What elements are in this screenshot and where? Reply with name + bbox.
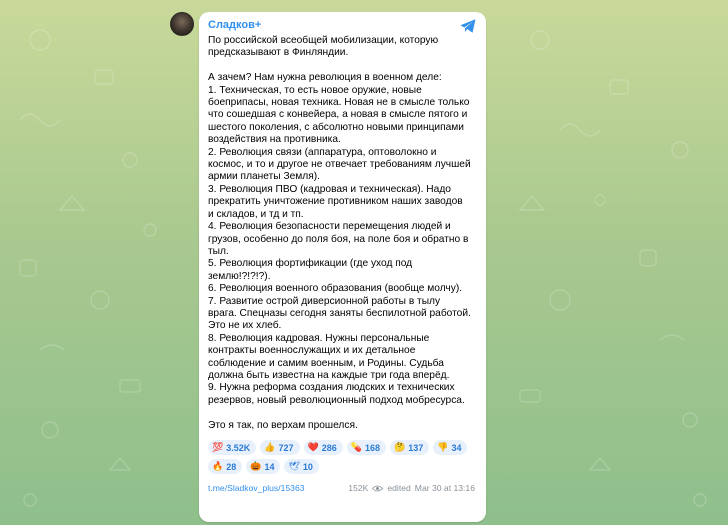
edited-label: edited <box>387 483 411 493</box>
message-footer <box>208 481 475 495</box>
reaction-pumpkin[interactable] <box>246 459 280 474</box>
channel-avatar[interactable] <box>170 12 194 36</box>
reaction-count: 28 <box>226 461 237 472</box>
reaction-fire[interactable] <box>208 459 242 474</box>
thumbs-up-icon: 👍 <box>264 442 276 452</box>
thinking-face-icon: 🤔 <box>394 442 406 452</box>
reaction-thumbs-up[interactable] <box>260 440 299 455</box>
hundred-points-icon: 💯 <box>212 442 224 452</box>
reaction-count: 168 <box>364 442 380 453</box>
reaction-count: 137 <box>408 442 424 453</box>
message-text: По российской всеобщей мобилизации, которую предсказывают в Финляндии. А зачем? Нам нужна революция в военном деле: 1. Техническая, то есть новое оружие, новые боеприпасы, новая техника. Новая не в смысле только что сошедшая с конвейера, а новая в смысле пятого и шестого поколения, с абсолютно новыми принципами воздействия на противника. 2. Революция связи (аппаратура, оптоволокно и космос, и то и другое не отвечает требованиям лучшей армии планеты Земля). 3. Революция ПВО (кадровая и техническая). Надо прекратить уничтожение противником наших заводов и складов, и тд и тп. 4. Революция безопасности перемещения людей и грузов, особенно до поля боя, на поле боя и обратно в тыл. 5. Революция фортификации (где уход под землю!?!?!?). 6. Революция военного образования (вообще молчу). 7. Развитие острой диверсионной работы в тылу врага. Спецназы сегодня заняты беспилотной работой. Это не их хлеб. 8. Революция кадровая. Нужны персональные контракты военнослужащих и их детальное соблюдение и самим военным, и Родины. Судьба должна быть известна на каждые три года вперёд. 9. Нужна реформа создания людских и технических резервов, новый революционный подход мобресурса. Это я так, по верхам прошелся. <box>208 35 471 431</box>
dove-icon: 🕊 <box>288 461 300 471</box>
reaction-thumbs-down[interactable] <box>433 440 467 455</box>
post-link[interactable]: t.me/Sladkov_plus/15363 <box>208 483 305 493</box>
reaction-count: 727 <box>278 442 294 453</box>
reaction-dove[interactable] <box>284 459 318 474</box>
view-count: 152K <box>348 483 369 493</box>
reaction-hundred[interactable] <box>208 440 256 455</box>
message-date: Mar 30 at 13:16 <box>414 483 475 493</box>
heart-icon: ❤️ <box>307 442 319 452</box>
thumbs-down-icon: 👎 <box>437 442 449 452</box>
pill-icon: 💊 <box>350 442 362 452</box>
reaction-count: 10 <box>302 461 313 472</box>
reaction-count: 34 <box>451 442 462 453</box>
reaction-count: 3.52K <box>226 442 251 453</box>
reaction-count: 286 <box>321 442 337 453</box>
message-bubble <box>199 12 486 522</box>
reaction-heart[interactable] <box>304 440 343 455</box>
message-meta <box>348 483 475 493</box>
reaction-pill[interactable] <box>347 440 386 455</box>
eye-icon <box>372 485 383 492</box>
channel-name[interactable]: Сладков+ <box>208 19 262 31</box>
reaction-thinking[interactable] <box>390 440 429 455</box>
pumpkin-icon: 🎃 <box>250 461 262 471</box>
share-icon[interactable] <box>459 18 477 34</box>
fire-icon: 🔥 <box>212 461 224 471</box>
reactions-bar <box>208 440 470 474</box>
reaction-count: 14 <box>264 461 275 472</box>
